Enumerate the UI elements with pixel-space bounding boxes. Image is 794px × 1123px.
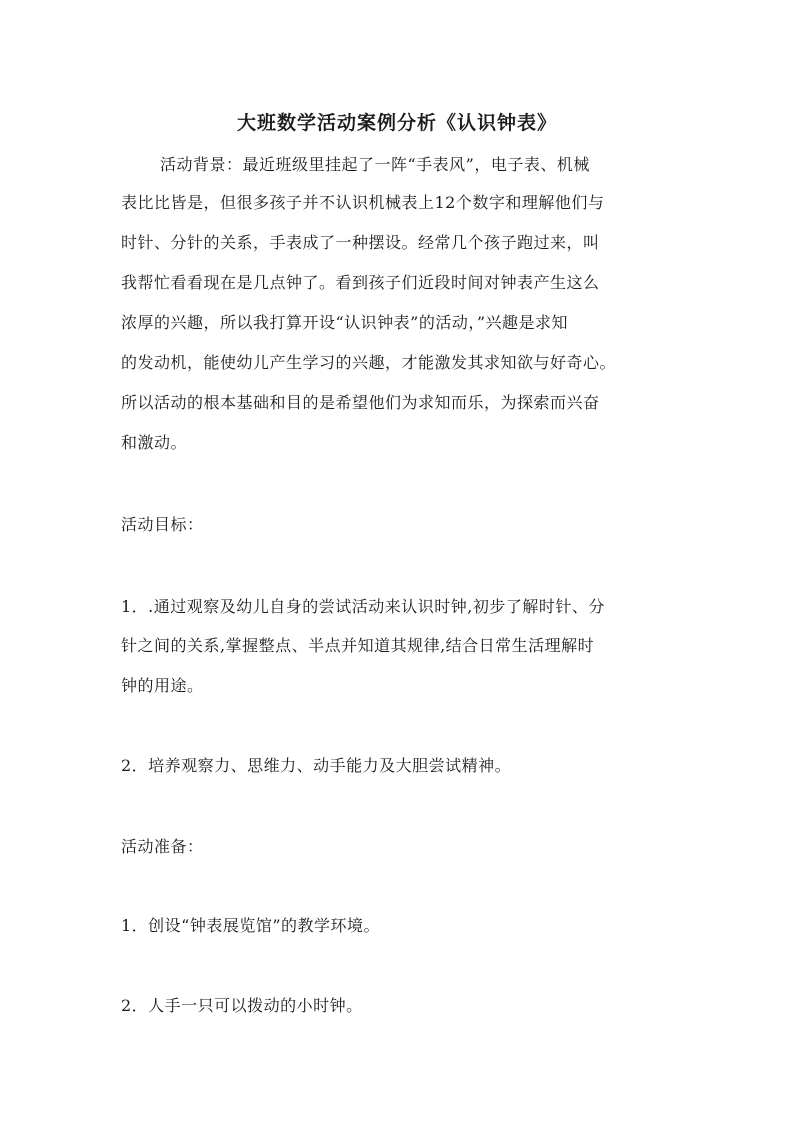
prep-item-1: 1．创设“钟表展览馆”的教学环境。 [121, 916, 381, 935]
goal-1-line: 针之间的关系,掌握整点、半点并知道其规律,结合日常生活理解时 [121, 636, 595, 655]
background-line: 所以活动的根本基础和目的是希望他们为求知而乐，为探索而兴奋 [121, 393, 600, 412]
goal-2: 2．培养观察力、思维力、动手能力及大胆尝试精神。 [121, 756, 512, 775]
background-line: 浓厚的兴趣，所以我打算开设“认识钟表”的活动，”兴趣是求知 [121, 313, 569, 332]
background-line: 我帮忙看看现在是几点钟了。看到孩子们近段时间对钟表产生这么 [121, 273, 600, 292]
goals-heading: 活动目标： [121, 515, 204, 534]
goal-1-line: 钟的用途。 [121, 676, 204, 695]
background-line: 时针、分针的关系，手表成了一种摆设。经常几个孩子跑过来，叫 [121, 233, 600, 252]
goal-1-line: 1．.通过观察及幼儿自身的尝试活动来认识时钟,初步了解时针、分 [121, 597, 605, 616]
document-title: 大班数学活动案例分析《认识钟表》 [236, 112, 557, 134]
prep-heading: 活动准备： [121, 837, 204, 856]
background-line: 表比比皆是，但很多孩子并不认识机械表上12个数字和理解他们与 [121, 193, 605, 212]
background-line: 的发动机，能使幼儿产生学习的兴趣，才能激发其求知欲与好奇心。 [121, 353, 617, 372]
prep-item-2: 2．人手一只可以拨动的小时钟。 [121, 996, 363, 1015]
background-line: 和激动。 [121, 433, 188, 452]
background-line: 活动背景：最近班级里挂起了一阵“手表风”，电子表、机械 [160, 155, 590, 174]
